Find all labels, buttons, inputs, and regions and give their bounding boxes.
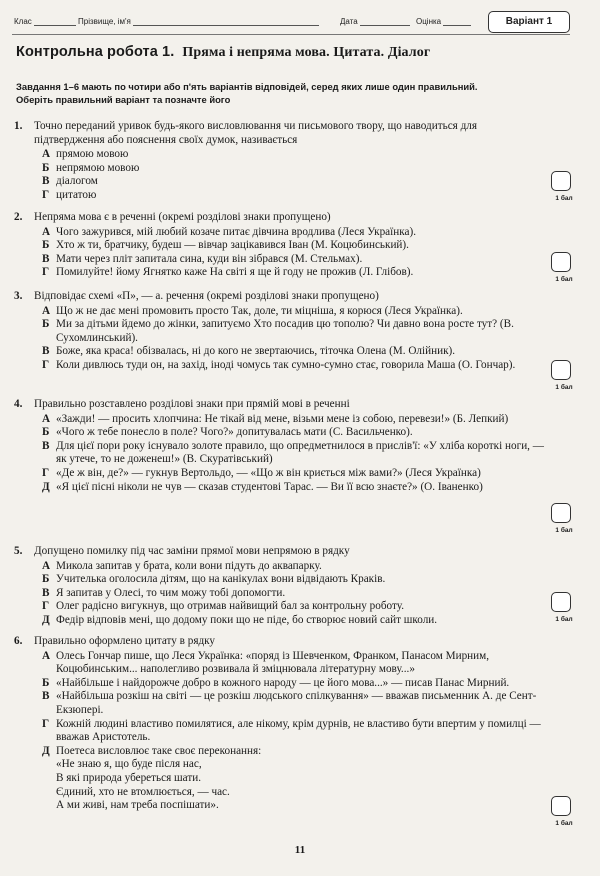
score-label-1: 1 бал <box>555 195 573 202</box>
option[interactable]: Г Кожній людині властиво помилятися, але нікому, крім дурнів, не властиво бути впертим у помилці — вважав Аристотель. <box>42 717 541 744</box>
option[interactable]: Г «Де ж він, де?» — гукнув Вертольдо, — «Що ж він криється між вами?» (Леся Українка) <box>42 466 481 479</box>
option[interactable]: Б Учителька оголосила дітям, що на канікулах вони відвідають Краків. <box>42 573 386 586</box>
score-label-3: 1 бал <box>555 384 573 391</box>
option[interactable]: Д Поетеса висловлює таке своє переконання: «Не знаю я, що буде після нас, В які природа убереться шати. Єдиний, хто не втомлюється, — час. А ми живі, нам треба поспішати». <box>42 745 544 813</box>
option[interactable]: В Мати через пліт запитала сина, куди він зібрався (М. Стельмах). <box>42 252 363 265</box>
option[interactable]: Д «Я цієї пісні ніколи не чув — сказав студентові Тарас. — Ви її всю знаєте?» (О. Іваненко) <box>42 480 483 493</box>
option[interactable]: А Що ж не дає мені промовить просто Так, доле, ти міцніша, я корюся (Леся Українка). <box>42 304 463 317</box>
option[interactable]: А Олесь Гончар пише, що Леся Українка: «поряд із Шевченком, Франком, Панасом Мирним, Коцюбинським... наполегливо розвивала й зміцнювала літературну мову...» <box>42 649 490 676</box>
option[interactable]: А Чого зажурився, мій любий козаче питає дівчина вродлива (Леся Українка). <box>42 225 416 238</box>
poem-line: Єдиний, хто не втомлюється, — час. <box>56 785 230 798</box>
option[interactable]: В Я запитав у Олесі, то чим можу тобі допомогти. <box>42 586 286 599</box>
question-3: 3. Відповідає схемі «П», — а. речення (окремі розділові знаки пропущено) А Що ж не дає мені промовить просто Так, доле, ти міцніша, я корюся (Леся Українка). Б Ми за дітьми йдемо до жінки, запитуємо Хто посадив цю тополю? Чи давно вона росте тут? (В. Сухомлинський). В Боже, яка краса! обізвалась, ні до кого не звертаючись, тіточка Олена (М. Олійник). Г Коли дивлюсь туди он, на захід, іноді чомусь так сумно-сумно стає, говорила Маша (О. Гончар). <box>14 290 544 373</box>
score-label-5: 1 бал <box>555 616 573 623</box>
option[interactable]: Г цитатою <box>42 188 97 201</box>
poem-line: «Не знаю я, що буде після нас, <box>56 758 202 771</box>
option[interactable]: В «Найбільша розкіш на світі — це розкіш людського спілкування» — вважав письменник А. де Сент-Екзюпері. <box>42 690 537 716</box>
poem-line: А ми живі, нам треба поспішати». <box>56 799 219 812</box>
option[interactable]: В Боже, яка краса! обізвалась, ні до кого не звертаючись, тіточка Олена (М. Олійник). <box>42 345 456 358</box>
header-divider <box>12 34 570 35</box>
class-field: Клас <box>14 17 76 26</box>
score-label-2: 1 бал <box>555 276 573 283</box>
page-number: 11 <box>294 844 306 856</box>
student-header <box>14 11 570 31</box>
class-line[interactable] <box>34 18 76 26</box>
option[interactable]: В Для цієї пори року існувало золоте правило, що опредметнилося в прислів'ї: «У хліба короткі ноги, — як утече, то не доженеш!» (В. Скуратівський) <box>42 439 544 466</box>
date-line[interactable] <box>360 18 410 26</box>
question-2: 2. Непряма мова є в реченні (окремі розділові знаки пропущено) А Чого зажурився, мій любий козаче питає дівчина вродлива (Леся Українка). Б Хто ж ти, братчику, будеш — вівчар зацікавився Іван (М. Коцюбинський). В Мати через пліт запитала сина, куди він зібрався (М. Стельмах). Г Помилуйте! йому Ягнятко каже На світі я ще й году не прожив (Л. Глібов). <box>14 211 544 280</box>
answer-box-3[interactable] <box>551 360 571 380</box>
answer-box-6[interactable] <box>551 796 571 816</box>
answer-box-4[interactable] <box>551 503 571 523</box>
option[interactable]: А прямою мовою <box>42 148 129 161</box>
question-4: 4. Правильно розставлено розділові знаки при прямій мові в реченні А «Зажди! — просить хлопчина: Не тікай від мене, візьми мене із собою, перевези!» (Б. Лепкий) Б «Чого ж тебе понесло в поле? Чого?» допитувалась мати (С. Васильченко). В Для цієї пори року існувало золоте правило, що опредметнилося в прислів'ї: «У хліба короткі ноги, — як утече, то не доженеш!» (В. Скуратівський) Г «Де ж він, де?» — гукнув Вертольдо, — «Що ж він криється між вами?» (Леся Українка) Д «Я цієї пісні ніколи не чув — сказав студентові Тарас. — Ви її всю знаєте?» (О. Іваненко) <box>14 398 544 493</box>
option[interactable]: Б Ми за дітьми йдемо до жінки, запитуємо Хто посадив цю тополю? Чи давно вона росте тут? (В. Сухомлинський). <box>42 318 514 344</box>
option[interactable]: Г Олег радісно вигукнув, що отримав найвищий бал за контрольну роботу. <box>42 600 404 613</box>
option[interactable]: Г Помилуйте! йому Ягнятко каже На світі я ще й году не прожив (Л. Глібов). <box>42 266 414 279</box>
date-field: Дата <box>340 17 410 26</box>
instructions: Завдання 1–6 мають по чотири або п'ять варіантів відповідей, серед яких лише один правильний. Оберіть правильний варіант та позначте його <box>16 81 478 105</box>
option[interactable]: Д Федір відповів мені, що додому поки що не піде, бо створює новий сайт школи. <box>42 613 438 626</box>
option[interactable]: Б непрямою мовою <box>42 161 140 174</box>
answer-box-5[interactable] <box>551 592 571 612</box>
option[interactable]: А Микола запитав у брата, коли вони підуть до аквапарку. <box>42 559 322 572</box>
question-6: 6. Правильно оформлено цитату в рядку А Олесь Гончар пише, що Леся Українка: «поряд із Шевченком, Франком, Панасом Мирним, Коцюбинським... наполегливо розвивала й зміцнювала літературну мову...» Б «Найбільше і найдорожче добро в кожного народу — це його мова...» — писав Панас Мирний. В «Найбільша розкіш на світі — це розкіш людського спілкування» — вважав письменник А. де Сент-Екзюпері. Г Кожній людині властиво помилятися, але нікому, крім дурнів, не властиво бути впертим у помилці — вважав Аристотель. Д Поетеса висловлює таке своє переконання: «Не знаю я, що буде після нас, В які природа убереться шати. Єдиний, хто не втомлюється, — час. А ми живі, нам треба поспішати». <box>14 635 544 813</box>
page-title: Контрольна робота 1. Пряма і непряма мова. Цитата. Діалог <box>16 44 431 60</box>
grade-line[interactable] <box>443 18 471 26</box>
option[interactable]: Б «Чого ж тебе понесло в поле? Чого?» допитувалась мати (С. Васильченко). <box>42 426 413 439</box>
question-5: 5. Допущено помилку під час заміни прямої мови непрямою в рядку А Микола запитав у брата, коли вони підуть до аквапарку. Б Учителька оголосила дітям, що на канікулах вони відвідають Краків. В Я запитав у Олесі, то чим можу тобі допомогти. Г Олег радісно вигукнув, що отримав найвищий бал за контрольну роботу. Д Федір відповів мені, що додому поки що не піде, бо створює новий сайт школи. <box>14 545 544 628</box>
score-label-6: 1 бал <box>555 820 573 827</box>
poem-line: В які природа убереться шати. <box>56 771 202 784</box>
option[interactable]: Б Хто ж ти, братчику, будеш — вівчар зацікавився Іван (М. Коцюбинський). <box>42 239 409 252</box>
option[interactable]: Г Коли дивлюсь туди он, на захід, іноді чомусь так сумно-сумно стає, говорила Маша (О. Гончар). <box>42 358 516 371</box>
answer-box-2[interactable] <box>551 252 571 272</box>
option[interactable]: В діалогом <box>42 175 98 188</box>
grade-field: Оцінка <box>416 17 471 26</box>
name-line[interactable] <box>133 18 319 26</box>
option[interactable]: А «Зажди! — просить хлопчина: Не тікай від мене, візьми мене із собою, перевези!» (Б. Лепкий) <box>42 412 509 425</box>
variant-badge: Варіант 1 <box>488 11 570 33</box>
question-1: 1. Точно переданий уривок будь-якого висловлювання чи письмового твору, що наводиться для підтвердження або пояснення своїх думок, називається А прямою мовою Б непрямою мовою В діалогом Г цитатою <box>14 120 544 203</box>
option[interactable]: Б «Найбільше і найдорожче добро в кожного народу — це його мова...» — писав Панас Мирний. <box>42 676 510 689</box>
score-label-4: 1 бал <box>555 527 573 534</box>
name-field: Прізвище, ім'я <box>78 17 319 26</box>
answer-box-1[interactable] <box>551 171 571 191</box>
